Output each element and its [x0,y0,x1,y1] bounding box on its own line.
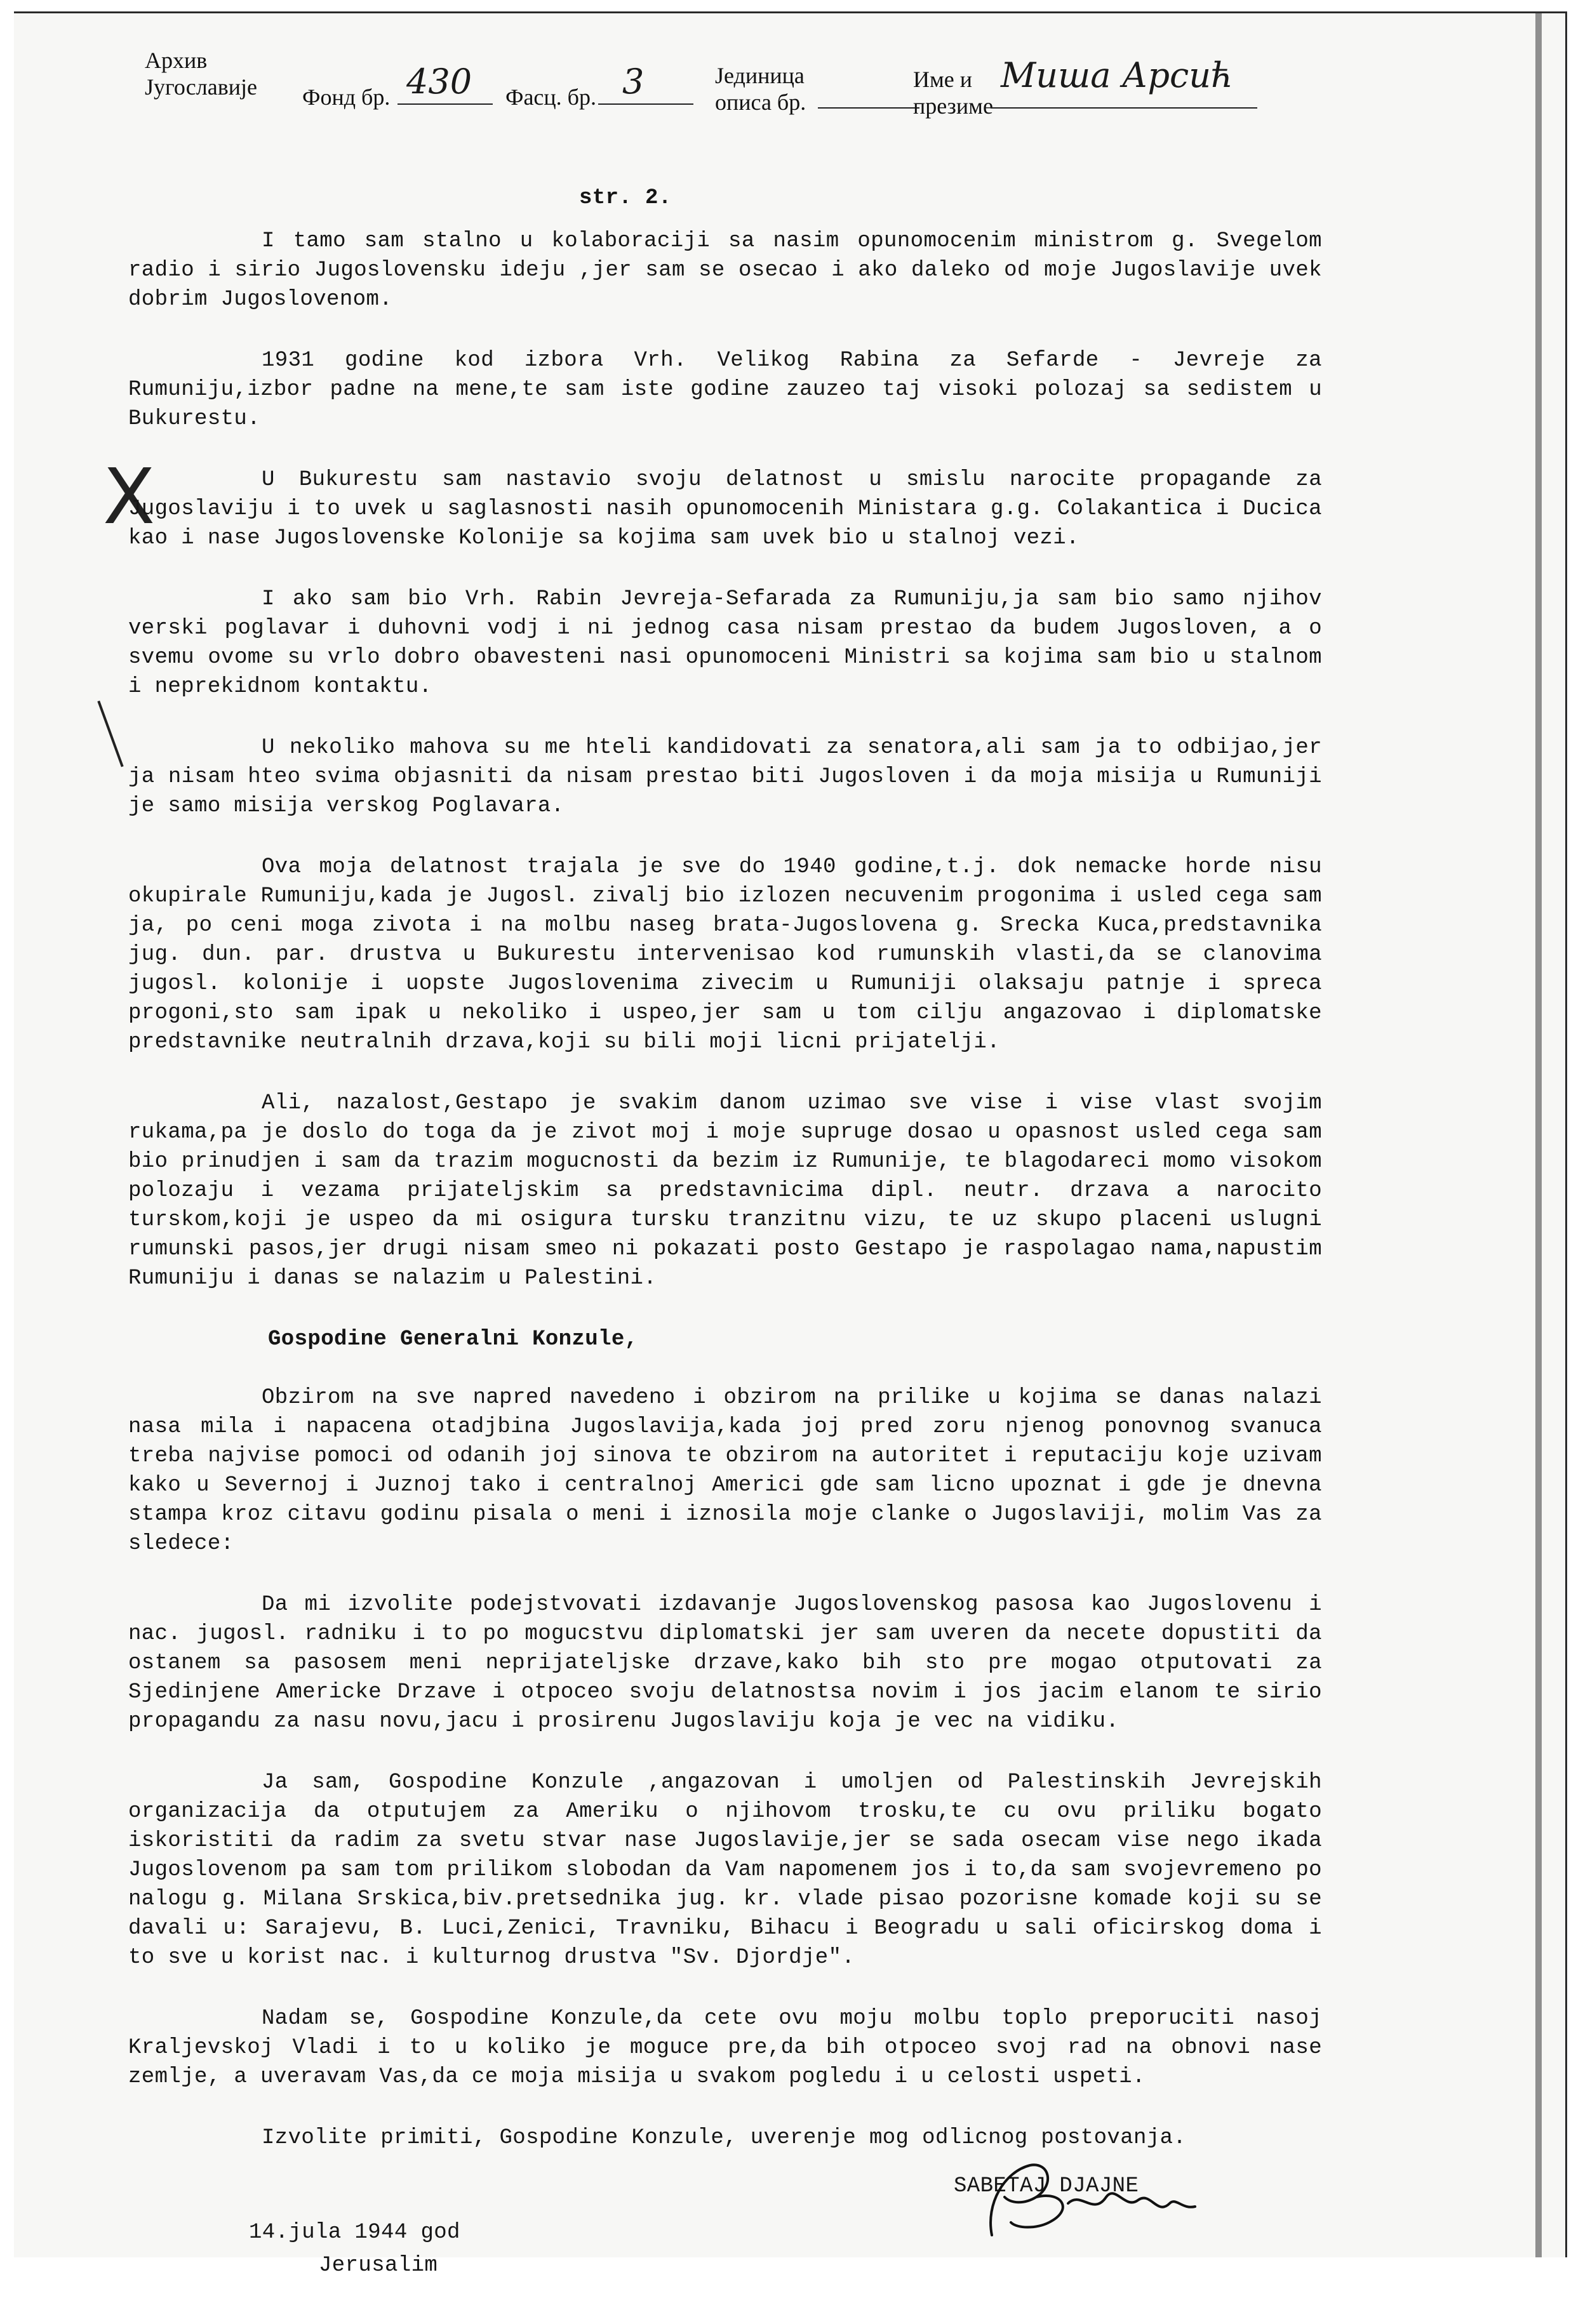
page-number: str. 2. [579,186,672,210]
paragraph: 1931 godine kod izbora Vrh. Velikog Rabina za Sefarde - Jevreje za Rumuniju,izbor padne na mene,te sam iste godine zauzeo taj visoki polozaj sa sedistem u Bukurestu. [128,349,1322,431]
unit-field-line [818,69,919,109]
margin-pencil-mark [97,701,123,767]
letter-date: 14.jula 1944 god [249,2221,460,2245]
name-label-line1: Име и [913,67,973,92]
paragraph: I tamo sam stalno u kolaboraciji sa nasim opunomocenim ministrom g. Svegelom radio i sirio Jugoslovensku ideju ,jer sam se osecao i ako daleko od moje Jugoslavije uvek dobrim Jugoslovenom. [128,229,1322,312]
fond-label: Фонд бр. [302,84,391,110]
paragraph: Obzirom na sve napred navedeno i obzirom na prilike u kojima se danas nalazi nasa mila i napacena otadjbina Jugoslavija,kada joj pred zoru njenog ponovnog svanuca treba najvise pomoci od odanih joj sinova te obzirom na autoritet i reputaciju koje uzivam kako u Severnoj i Juznoj tako i centralnoj Americi gde sam licno upoznat i gde je dnevna stampa kroz citavu godinu pisala o meni i iznosila moje clanke o Jugoslaviji, molim Vas za sledece: [128,1386,1322,1556]
closing-paragraph: Izvolite primiti, Gospodine Konzule, uverenje mog odlicnog postovanja. [262,2126,1187,2150]
paragraph: Ali, nazalost,Gestapo je svakim danom uzimao sve vise i vise vlast svojim rukama,pa je doslo do toga da je zivot moj i moje supruge dosao u opasnost usled cega sam bio prinudjen i sam da trazim mogucnosti da bezim iz Rumunije, te blagodareci momo visokom polozaju i vezama prijateljskim sa predstavnicima dipl. neutr. drzava a narocito turskom,koji je uspeo da mi osigura tursku tranzitnu vizu, te uz skupo placeni uslugni rumunski pasos,jer drugi nisam smeo ni pokazati posto Gestapo je raspolagao nama,napustim Rumuniju i danas se nalazim u Palestini. [128,1091,1322,1291]
fasc-value: 3 [622,62,645,102]
unit-label-line1: Јединица [715,63,805,88]
name-value-handwritten: Миша Арсић [1001,55,1233,95]
archive-label-line2: Југославије [145,74,257,100]
paragraph: Ja sam, Gospodine Konzule ,angazovan i umoljen od Palestinskih Jevrejskih organizacija da otputujem za Ameriku o njihovom trosku,te cu ovu priliku bogato iskoristiti da radim za svetu stvar nase Jugoslavije,jer se sada osecam vise nego ikada Jugoslovenom pa sam tom prilikom slobodan da Vam napomenem jos i to,da sam svojevremeno po nalogu g. Milana Srskica,biv.pretsednika jug. kr. vlade pisao pozorisne komade koji su se davali u: Sarajevu, B. Luci,Zenici, Travniku, Bihacu i Beogradu u sali oficirskog doma i to sve u korist nac. i kulturnog drustva "Sv. Djordje". [128,1770,1322,1970]
paragraph: Nadam se, Gospodine Konzule,da cete ovu moju molbu toplo preporuciti nasoj Kraljevskoj Vladi i to u koliko je moguce pre,da bih otpoceo svoj rad na obnovi nase zemlje, a uveravam Vas,da ce moja misija u svakom pogledu i u celosti uspeti. [128,2007,1322,2089]
paragraph: Da mi izvolite podejstvovati izdavanje Jugoslovenskog pasosa kao Jugoslovenu i nac. jugosl. radniku i to po mogucstvu diplomatski jer sam uveren da necete dopustiti da ostanem sa pasosem meni neprijateljske drzave,kako bih sto pre mogao otputovati za Sjedinjene Americke Drzave i otpoceo svoju delatnostsa novim i jos jacim elanom te sirio propagandu za nasu novu,jacu i prosirenu Jugoslaviju koja je vec na vidiku. [128,1593,1322,1734]
letter-body [128,227,1322,2324]
name-label-line2: презиме [913,93,993,119]
paragraph: U Bukurestu sam nastavio svoju delatnost u smislu narocite propagande za Jugoslaviju i to uvek u saglasnosti nasih opunomocenih Ministara g.g. Colakantica i Ducica kao i nase Jugoslovenske Kolonije sa kojima sam uvek bio u stalnoj vezi. [128,468,1322,550]
margin-x-mark: X [103,453,156,541]
closing-block [128,2172,1322,2324]
paragraph: I ako sam bio Vrh. Rabin Jevreja-Sefarada za Rumuniju,ja sam bio samo njihov verski poglavar i duhovni vodj i ni jednog casa nisam prestao da budem Jugosloven, a o svemu ovome su vrlo dobro obavesteni nasi opunomoceni Ministri sa kojima sam bio u stalnom i neprekidnom kontaktu. [128,587,1322,699]
unit-label-line2: описа бр. [715,90,806,115]
salutation: Gospodine Generalni Konzule, [268,1327,638,1351]
letter-date-place [249,2216,460,2282]
archive-header-form [14,41,1565,124]
paragraph: Ova moja delatnost trajala je sve do 1940 godine,t.j. dok nemacke horde nisu okupirale Rumuniju,kada je Jugosl. zivalj bio izlozen necuvenim progonima i usled cega sam ja, po ceni moga zivota i na molbu naseg brata-Jugoslovena g. Srecka Kuca,predstavnika jug. dun. par. drustva u Bukurestu intervenisao kod rumunskih vlasti,da se clanovima jugosl. kolonije i uopste Jugoslovenima zivecim u Rumuniji olaksaju patnje i spreca progoni,sto sam ipak u nekoliko i uspeo,jer sam u tom cilju angazovao i diplomatske predstavnike neutralnih drzava,koji su bili moji licni prijatelji. [128,855,1322,1054]
paragraph: U nekoliko mahova su me hteli kandidovati za senatora,ali sam ja to odbijao,jer ja nisam hteo svima objasniti da nisam prestao biti Jugosloven i da moja misija u Rumuniji je samo misija verskog Poglavara. [128,736,1322,818]
fasc-label: Фасц. бр. [505,84,596,110]
archive-label-line1: Архив [145,48,208,73]
fond-value: 430 [406,62,472,102]
archive-document-page [14,11,1567,2278]
handwritten-signature [966,2146,1233,2248]
signature-typed-name: SABETAJ DJAJNE [954,2174,1139,2198]
fasc-field-line [598,62,693,105]
letter-place: Jerusalim [319,2254,438,2278]
